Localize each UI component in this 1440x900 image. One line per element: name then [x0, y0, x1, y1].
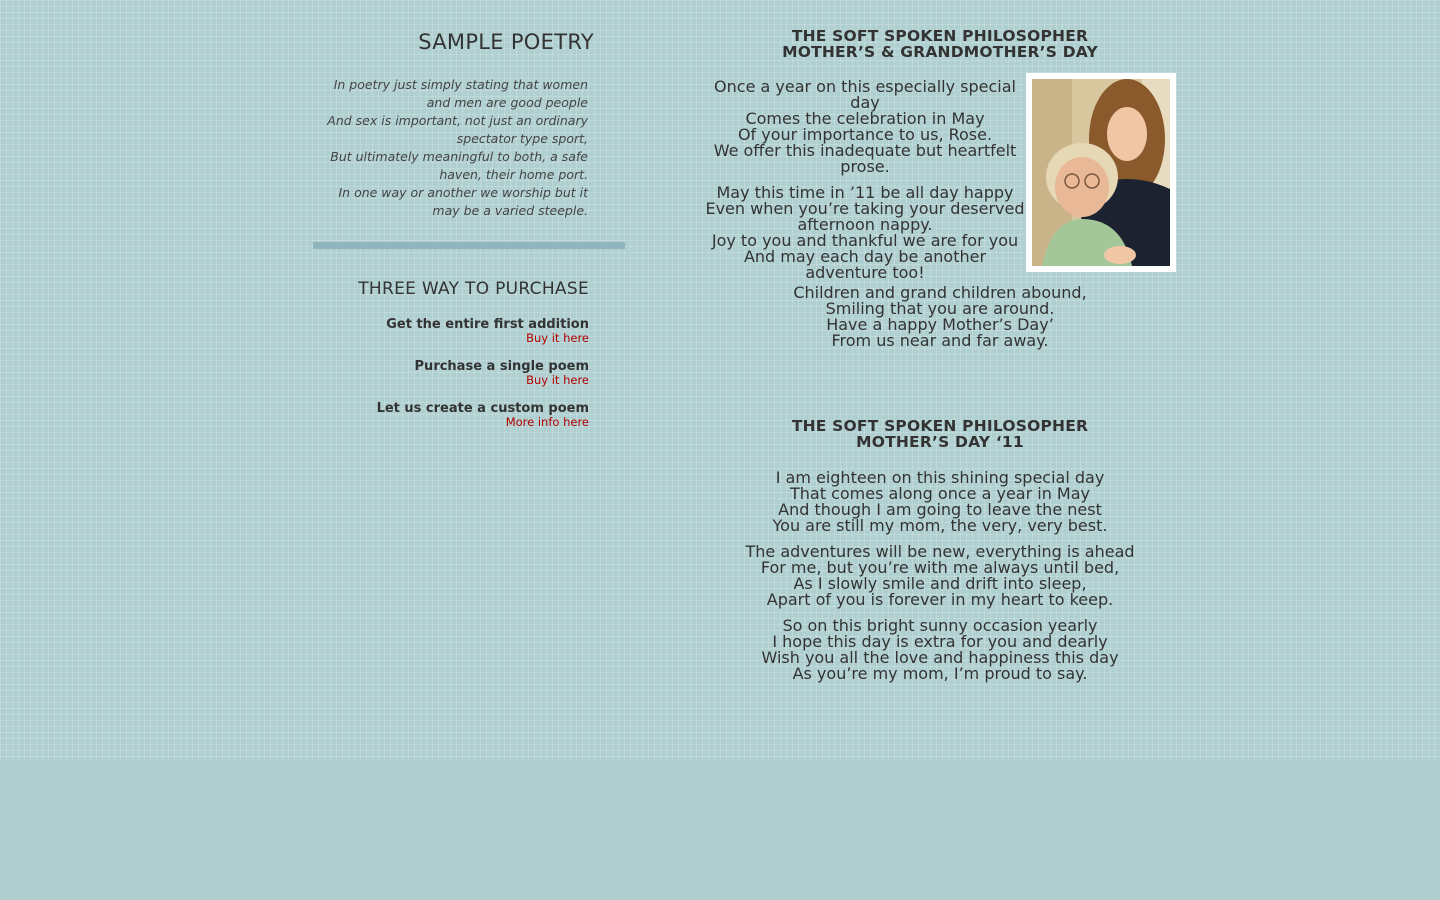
photo-illustration [1032, 79, 1170, 266]
poem2-heading [700, 418, 1180, 450]
poem-line: For me, but you’re with me always until bed, [760, 558, 1120, 577]
poem1-body [700, 79, 1030, 291]
purchase-item-single-poem [313, 359, 589, 386]
poem-line: Apart of you is forever in my heart to keep. [766, 590, 1114, 609]
poem-line: adventure too! [805, 263, 925, 282]
intro-line: haven, their home port. [439, 167, 588, 182]
poem2-heading-line1: THE SOFT SPOKEN PHILOSOPHER [791, 417, 1089, 435]
poem-line: I hope this day is extra for you and dearly [772, 632, 1108, 651]
poem-line: Joy to you and thankful we are for you [711, 231, 1019, 250]
poem-line: Have a happy Mother’s Day’ [826, 315, 1054, 334]
intro-text [313, 76, 588, 220]
intro-line: In one way or another we worship but it [338, 185, 588, 200]
main-content [700, 28, 1180, 692]
poem1-top [700, 79, 1180, 289]
poem-line: Even when you’re taking your deserved [705, 199, 1025, 218]
poem-line: Once a year on this especially special [714, 77, 1016, 96]
purchase-label: Get the entire first addition [386, 317, 589, 332]
poem-line: Comes the celebration in May [745, 109, 985, 128]
purchase-label: Purchase a single poem [414, 359, 589, 374]
poem-line: And may each day be another [743, 247, 987, 266]
poem-line: From us near and far away. [831, 331, 1049, 350]
intro-line: In poetry just simply stating that women [333, 77, 588, 92]
purchase-label: Let us create a custom poem [376, 401, 589, 416]
buy-single-poem-link[interactable]: Buy it here [526, 373, 589, 387]
poem1-heading-line2: MOTHER’S & GRANDMOTHER’S DAY [782, 43, 1098, 61]
poem-line: We offer this inadequate but heartfelt [713, 141, 1017, 160]
poem-line: May this time in ’11 be all day happy [716, 183, 1014, 202]
poem-line: So on this bright sunny occasion yearly [782, 616, 1098, 635]
purchase-item-first-addition [313, 317, 589, 344]
stanza [700, 618, 1180, 682]
poem-line: Of your importance to us, Rose. [737, 125, 993, 144]
poem-line: You are still my mom, the very, very best. [772, 516, 1108, 535]
poem-line: I am eighteen on this shining special day [775, 468, 1105, 487]
stanza [700, 185, 1030, 281]
stanza [700, 285, 1180, 349]
stanza [700, 470, 1180, 534]
poem-line: Wish you all the love and happiness this day [761, 648, 1119, 667]
poem-line: afternoon nappy. [797, 215, 933, 234]
intro-line: may be a varied steeple. [432, 203, 588, 218]
poem-line: As you’re my mom, I’m proud to say. [792, 664, 1088, 683]
sidebar [313, 30, 625, 443]
intro-line: and men are good people [426, 95, 588, 110]
poem2-body [700, 470, 1180, 682]
poem-line: As I slowly smile and drift into sleep, [793, 574, 1087, 593]
purchase-title: THREE WAY TO PURCHASE [358, 279, 589, 299]
poem1-closing [700, 285, 1180, 349]
stanza [700, 544, 1180, 608]
poem1-heading [700, 28, 1180, 60]
custom-poem-info-link[interactable]: More info here [505, 415, 589, 429]
poem-line: prose. [840, 157, 890, 176]
intro-line: And sex is important, not just an ordinary [327, 113, 588, 128]
intro-line: But ultimately meaningful to both, a safe [330, 149, 588, 164]
page-title: SAMPLE POETRY [418, 30, 594, 54]
poem-line: That comes along once a year in May [789, 484, 1090, 503]
poem-line: The adventures will be new, everything is ahead [745, 542, 1135, 561]
purchase-item-custom-poem [313, 401, 589, 428]
poem-line: And though I am going to leave the nest [778, 500, 1102, 519]
poem2-heading-line2: MOTHER’S DAY ‘11 [856, 433, 1024, 451]
poem-line: Smiling that you are around. [825, 299, 1055, 318]
poem-line: day [850, 93, 880, 112]
divider [313, 242, 625, 249]
intro-line: spectator type sport, [456, 131, 588, 146]
grandmother-granddaughter-photo [1032, 79, 1170, 266]
photo-frame [1026, 73, 1176, 272]
poem1-heading-line1: THE SOFT SPOKEN PHILOSOPHER [791, 27, 1089, 45]
poem-line: Children and grand children abound, [793, 283, 1087, 302]
stanza [700, 79, 1030, 175]
buy-first-addition-link[interactable]: Buy it here [526, 331, 589, 345]
